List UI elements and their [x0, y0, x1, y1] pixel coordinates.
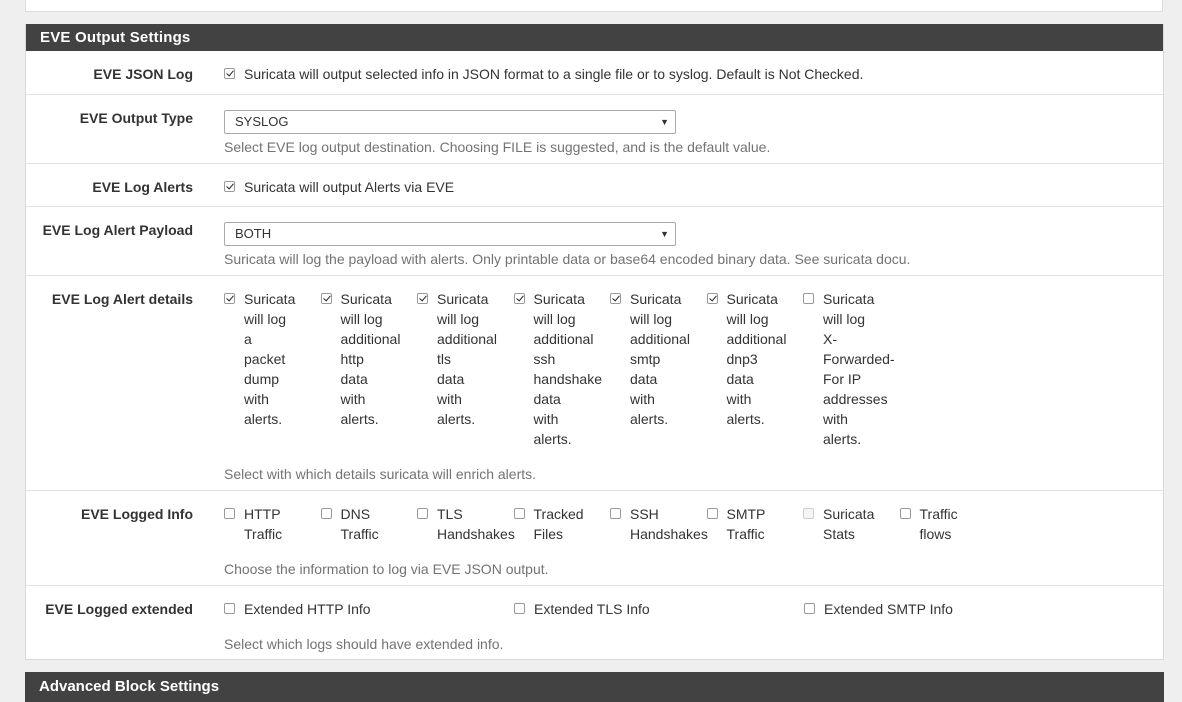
eve-json-log-text: Suricata will output selected info in JSON format to a single file or to syslog. Default is Not Checked.	[244, 66, 864, 82]
alert-detail-option-1-line: with	[340, 391, 366, 407]
logged-info-option-6	[803, 504, 874, 544]
logged-info-option-7-line: flows	[919, 526, 952, 542]
alert-detail-option-0	[224, 289, 295, 429]
logged-info-checkbox-5[interactable]	[707, 508, 718, 519]
alert-detail-option-4-line: Suricata	[630, 291, 682, 307]
alert-detail-option-label-6	[823, 289, 895, 449]
logged-info-option-6-line: Stats	[823, 526, 855, 542]
alert-detail-checkbox-5[interactable]	[707, 293, 718, 304]
alert-detail-option-1	[321, 289, 401, 429]
alert-detail-option-6-line: alerts.	[823, 431, 862, 447]
alert-detail-option-1-line: data	[340, 371, 368, 387]
eve-log-alerts-text: Suricata will output Alerts via EVE	[244, 179, 455, 195]
alert-detail-option-2-line: with	[437, 391, 462, 407]
eve-log-alert-payload-value: BOTH	[235, 226, 272, 241]
alert-detail-option-5-line: additional	[726, 331, 787, 347]
logged-info-option-3-line: Files	[533, 526, 564, 542]
alert-detail-option-0-line: dump	[244, 371, 280, 387]
alert-detail-checkbox-4[interactable]	[610, 293, 621, 304]
row-eve-output-type	[26, 94, 1163, 163]
alert-detail-option-1-line: additional	[340, 331, 401, 347]
alert-detail-option-5-line: with	[726, 391, 752, 407]
alert-detail-option-3-line: ssh	[533, 351, 556, 367]
eve-log-alerts-control	[224, 177, 454, 197]
logged-info-option-3-line: Tracked	[533, 506, 584, 522]
alert-detail-option-3-line: additional	[533, 331, 594, 347]
row-eve-logged-info	[26, 490, 1163, 585]
row-eve-log-alert-details	[26, 275, 1163, 490]
logged-extended-option-label-0: Extended HTTP Info	[244, 601, 371, 617]
eve-json-log-control	[224, 64, 863, 84]
chevron-down-icon: ▼	[660, 229, 669, 239]
alert-detail-option-0-line: packet	[244, 351, 286, 367]
eve-logged-extended-help: Select which logs should have extended info.	[224, 636, 504, 652]
logged-info-option-label-6	[823, 504, 874, 544]
logged-info-option-label-2	[437, 504, 515, 544]
alert-detail-option-2-line: will log	[437, 311, 480, 327]
alert-detail-option-6-line: addresses	[823, 391, 888, 407]
alert-detail-option-6-line: with	[823, 411, 848, 427]
alert-detail-option-4-line: smtp	[630, 351, 661, 367]
eve-json-log-label: EVE JSON Log	[93, 66, 193, 82]
alert-detail-checkbox-3[interactable]	[514, 293, 525, 304]
alert-detail-option-label-0	[244, 289, 295, 429]
eve-logged-extended-label: EVE Logged extended	[45, 601, 193, 617]
panel-title: EVE Output Settings	[26, 24, 1163, 51]
logged-info-option-4-line: SSH	[630, 506, 659, 522]
alert-detail-option-label-3	[534, 289, 603, 449]
eve-log-alert-details-help: Select with which details suricata will enrich alerts.	[224, 466, 537, 482]
alert-detail-option-5	[707, 289, 787, 429]
eve-output-type-label: EVE Output Type	[79, 110, 193, 126]
row-eve-log-alert-payload	[26, 206, 1163, 275]
logged-info-option-5-line: SMTP	[726, 506, 766, 522]
logged-info-option-6-line: Suricata	[823, 506, 875, 522]
alert-detail-option-3-line: Suricata	[533, 291, 585, 307]
logged-extended-option-1	[514, 599, 650, 619]
logged-extended-checkbox-1[interactable]	[514, 603, 525, 614]
logged-info-option-2-line: TLS	[437, 506, 463, 522]
eve-log-alert-details-label: EVE Log Alert details	[51, 291, 193, 307]
logged-extended-option-0	[224, 599, 371, 619]
alert-detail-option-1-line: http	[340, 351, 364, 367]
logged-extended-checkbox-0[interactable]	[224, 603, 235, 614]
alert-detail-option-3	[514, 289, 603, 449]
logged-info-option-label-7	[920, 504, 958, 544]
alert-detail-option-6-line: X-	[823, 331, 837, 347]
logged-info-option-0	[224, 504, 282, 544]
alert-detail-option-1-line: Suricata	[340, 291, 392, 307]
logged-info-checkbox-7[interactable]	[900, 508, 911, 519]
row-eve-log-alerts	[26, 163, 1163, 206]
logged-info-option-0-line: HTTP	[244, 506, 281, 522]
logged-info-option-5-line: Traffic	[726, 526, 765, 542]
logged-info-checkbox-4[interactable]	[610, 508, 621, 519]
alert-detail-option-2-line: tls	[437, 351, 451, 367]
logged-info-checkbox-6[interactable]	[803, 508, 814, 519]
logged-info-option-label-0	[244, 504, 282, 544]
logged-info-checkbox-0[interactable]	[224, 508, 235, 519]
logged-info-option-4	[610, 504, 708, 544]
alert-detail-option-5-line: data	[726, 371, 754, 387]
chevron-down-icon: ▼	[660, 117, 669, 127]
logged-info-option-5	[707, 504, 766, 544]
alert-detail-option-4-line: additional	[630, 331, 690, 347]
eve-log-alert-payload-label: EVE Log Alert Payload	[42, 222, 193, 238]
alert-detail-option-0-line: alerts.	[244, 411, 283, 427]
alert-detail-option-2-line: Suricata	[437, 291, 489, 307]
alert-detail-option-2	[417, 289, 497, 429]
logged-info-option-1	[321, 504, 379, 544]
alert-detail-option-3-line: handshake	[533, 371, 603, 387]
alert-detail-option-3-line: with	[533, 411, 559, 427]
alert-detail-option-3-line: alerts.	[533, 431, 572, 447]
next-panel-title: Advanced Block Settings	[25, 672, 1164, 702]
logged-info-option-7-line: Traffic	[919, 506, 958, 522]
row-eve-json-log	[26, 51, 1163, 94]
alert-detail-option-4	[610, 289, 690, 429]
row-eve-logged-extended	[26, 585, 1163, 660]
alert-detail-option-6-line: Forwarded-	[823, 351, 895, 367]
logged-info-option-4-line: Handshakes	[630, 526, 708, 542]
logged-info-option-label-4	[630, 504, 708, 544]
logged-extended-option-label-1: Extended TLS Info	[534, 601, 650, 617]
previous-panel-bottom	[25, 0, 1163, 12]
alert-detail-option-5-line: will log	[726, 311, 769, 327]
logged-info-option-2	[417, 504, 515, 544]
alert-detail-option-4-line: will log	[630, 311, 673, 327]
logged-info-option-0-line: Traffic	[244, 526, 283, 542]
eve-logged-info-label: EVE Logged Info	[81, 506, 193, 522]
alert-detail-option-label-1	[341, 289, 401, 429]
logged-extended-checkbox-2[interactable]	[804, 603, 815, 614]
eve-output-type-value: SYSLOG	[235, 114, 289, 129]
eve-json-log-checkbox[interactable]	[224, 68, 235, 79]
alert-detail-option-3-line: will log	[533, 311, 576, 327]
alert-detail-option-0-line: Suricata	[244, 291, 296, 307]
logged-info-option-3	[514, 504, 584, 544]
alert-detail-option-label-4	[630, 289, 690, 429]
logged-info-option-label-1	[341, 504, 379, 544]
alert-detail-option-6-line: will log	[823, 311, 866, 327]
alert-detail-checkbox-2[interactable]	[417, 293, 428, 304]
alert-detail-option-0-line: a	[244, 331, 252, 347]
alert-detail-option-5-line: alerts.	[726, 411, 765, 427]
logged-extended-option-2	[804, 599, 953, 619]
alert-detail-option-2-line: data	[437, 371, 465, 387]
alert-detail-option-label-5	[727, 289, 787, 429]
alert-detail-option-1-line: will log	[340, 311, 383, 327]
logged-info-option-1-line: DNS	[340, 506, 371, 522]
alert-detail-option-4-line: data	[630, 371, 658, 387]
eve-logged-info-help: Choose the information to log via EVE JSON output.	[224, 561, 549, 577]
alert-detail-checkbox-6[interactable]	[803, 293, 814, 304]
eve-output-type-help: Select EVE log output destination. Choosing FILE is suggested, and is the default value.	[224, 139, 771, 155]
logged-info-option-1-line: Traffic	[340, 526, 379, 542]
eve-output-type-select[interactable]	[224, 110, 676, 134]
logged-info-checkbox-3[interactable]	[514, 508, 525, 519]
logged-info-option-2-line: Handshakes	[437, 526, 515, 542]
alert-detail-option-1-line: alerts.	[340, 411, 379, 427]
logged-extended-option-label-2: Extended SMTP Info	[824, 601, 953, 617]
alert-detail-option-6-line: Suricata	[823, 291, 875, 307]
alert-detail-option-5-line: dnp3	[726, 351, 758, 367]
alert-detail-option-2-line: additional	[437, 331, 497, 347]
logged-info-option-7	[900, 504, 958, 544]
logged-info-option-label-5	[727, 504, 766, 544]
eve-log-alert-payload-select[interactable]	[224, 222, 676, 246]
alert-detail-checkbox-0[interactable]	[224, 293, 235, 304]
alert-detail-option-4-line: with	[630, 391, 655, 407]
alert-detail-option-4-line: alerts.	[630, 411, 669, 427]
alert-detail-option-0-line: will log	[244, 311, 287, 327]
logged-info-checkbox-1[interactable]	[321, 508, 332, 519]
eve-output-type-control	[224, 110, 770, 157]
alert-detail-option-6	[803, 289, 895, 449]
eve-output-settings-panel	[25, 24, 1164, 660]
alert-detail-option-2-line: alerts.	[437, 411, 476, 427]
alert-detail-option-label-2	[437, 289, 497, 429]
logged-info-checkbox-2[interactable]	[417, 508, 428, 519]
alert-detail-option-3-line: data	[533, 391, 561, 407]
eve-log-alert-payload-help: Suricata will log the payload with alerts. Only printable data or base64 encoded binary data. See suricata docu.	[224, 251, 911, 267]
alert-detail-option-6-line: For IP	[823, 371, 862, 387]
eve-log-alerts-checkbox[interactable]	[224, 181, 235, 192]
logged-info-option-label-3	[534, 504, 584, 544]
alert-detail-option-0-line: with	[244, 391, 269, 407]
alert-detail-checkbox-1[interactable]	[321, 293, 332, 304]
eve-log-alert-payload-control	[224, 222, 910, 269]
alert-detail-option-5-line: Suricata	[726, 291, 778, 307]
eve-log-alerts-label: EVE Log Alerts	[92, 179, 193, 195]
